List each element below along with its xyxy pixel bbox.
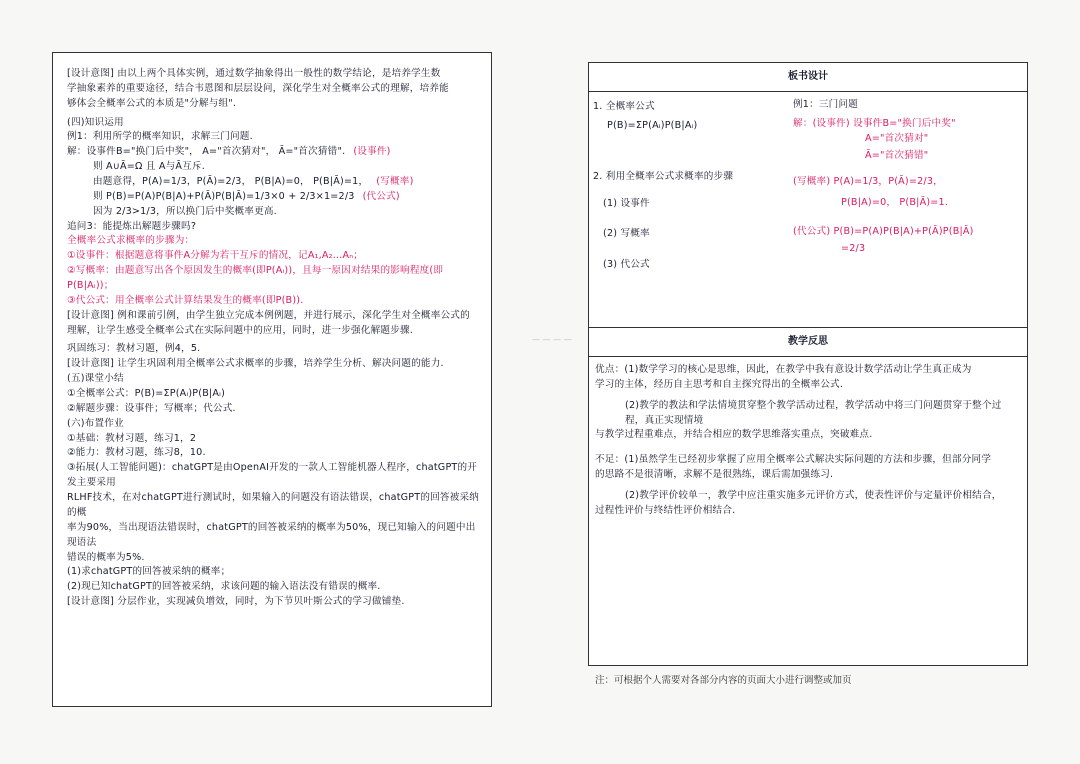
handwritten-line	[67, 82, 481, 97]
handwritten-line	[67, 249, 481, 264]
handwritten-line-text: 理解，让学生感受全概率公式在实际问题中的应用，同时，进一步强化解题步骤.	[67, 324, 414, 336]
handwritten-line	[67, 205, 481, 220]
board-right-item: Ā="首次猜错"	[865, 149, 929, 161]
handwritten-line-text: [设计意图] 由以上两个具体实例，通过数学抽象得出一般性的数学结论，是培养学生数	[67, 68, 441, 79]
handwritten-line-text: ①基础：教材习题，练习1，2	[67, 432, 197, 444]
reflection-line: 的思路不是很清晰，求解不是很熟练，课后需加强练习.	[595, 469, 834, 481]
board-right-item: 例1：三门问题	[793, 99, 859, 110]
handwritten-line	[67, 595, 481, 610]
handwritten-line-text: (1)求chatGPT的回答被采纳的概率；	[67, 566, 231, 578]
handwritten-line	[67, 551, 481, 566]
board-right-column	[793, 98, 1025, 257]
handwritten-line-text: 错误的概率为5%.	[67, 551, 145, 563]
handwritten-line-text: ①设事件：根据题意将事件A分解为若干互斥的情况，记A₁,A₂…Aₙ；	[67, 250, 364, 262]
handwritten-line	[67, 402, 481, 417]
board-left-item: (1) 设事件	[603, 197, 650, 209]
step-annotation: (代公式)	[362, 190, 400, 202]
handwritten-line-text: (四)知识运用	[67, 116, 124, 128]
handwritten-line	[67, 116, 481, 131]
handwritten-line-text: 学抽象素养的重要途径，结合韦恩图和层层设问，深化学生对全概率公式的理解，培养能	[67, 82, 449, 94]
handwritten-line	[67, 387, 481, 402]
handwritten-line	[67, 175, 481, 190]
board-right-item: (写概率) P(A)=1/3，P(Ā)=2/3，	[793, 176, 943, 188]
handwritten-line	[67, 97, 481, 112]
handwritten-line-text: 全概率公式求概率的步骤为：	[67, 235, 195, 247]
reflection-line: 与教学过程重难点，并结合相应的数学思维落实重点，突破难点.	[595, 429, 873, 441]
board-right-item: P(B|A)=0， P(B|Ā)=1.	[841, 197, 949, 209]
handwritten-line	[67, 461, 481, 491]
handwritten-line-text: 则 P(B)=P(A)P(B|A)+P(Ā)P(B|Ā)=1/3×0 + 2/3×1=2/3	[93, 190, 355, 202]
handwritten-line	[67, 357, 481, 372]
handwritten-line-text: 由题意得，P(A)=1/3，P(Ā)=2/3， P(B|A)=0， P(B|Ā)=1，	[93, 176, 369, 188]
board-right-item: A="首次猜对"	[865, 132, 929, 144]
handwritten-line-text: [设计意图] 分层作业，实现减负增效，同时，为下节贝叶斯公式的学习做铺垫.	[67, 596, 405, 608]
handwritten-line-text: ②写概率：由题意写出各个原因发生的概率(即P(Aᵢ))，且每一原因对结果的影响程度(即P(B|Aᵢ))；	[67, 265, 444, 292]
handwritten-line	[67, 324, 481, 339]
board-left-item: (2) 写概率	[603, 228, 650, 240]
handwritten-line	[67, 145, 481, 160]
handwritten-line-text: 够体会全概率公式的本质是"分解与组".	[67, 97, 237, 109]
handwritten-line-text: (六)布置作业	[67, 417, 124, 429]
board-left-item: (3) 代公式	[603, 259, 650, 271]
handwritten-line	[67, 264, 481, 294]
handwritten-line	[67, 342, 481, 357]
reflection-line: (2)教学评价较单一，教学中应注重实施多元评价方式，使表性评价与定量评价相结合，	[625, 490, 1002, 502]
handwritten-line	[67, 130, 481, 145]
handwritten-line	[67, 160, 481, 175]
board-right-item: =2/3	[841, 243, 866, 255]
reflection-line: 优点：(1)数学学习的核心是思维，因此，在教学中我有意设计数学活动让学生真正成为	[595, 364, 972, 375]
handwritten-line-text: 例1：利用所学的概率知识，求解三门问题.	[67, 131, 253, 143]
board-right-item: 解：(设事件) 设事件B="换门后中奖"	[793, 117, 956, 129]
right-page	[588, 62, 1028, 666]
handwritten-line	[67, 67, 481, 82]
scan-artifact: — — — —	[532, 335, 572, 344]
reflection-line: (2)教学的教法和学法情境贯穿整个教学活动过程，教学活动中将三门问题贯穿于整个过程，真正实现情境	[625, 399, 1002, 426]
handwritten-line	[67, 234, 481, 249]
handwritten-line-text: 巩固练习：教材习题，例4，5.	[67, 343, 201, 355]
teaching-reflection-body	[589, 357, 1027, 519]
handwritten-line-text: 率为90%，当出现语法错误时，chatGPT的回答被采纳的概率为50%，现已知输入的问题中出现语法	[67, 521, 476, 548]
handwritten-line	[67, 417, 481, 432]
handwritten-line	[67, 190, 481, 205]
reflection-line: 不足：(1)虽然学生已经初步掌握了应用全概率公式解决实际问题的方法和步骤，但部分同学	[595, 454, 992, 466]
page-footnote: 注：可根据个人需要对各部分内容的页面大小进行调整或加页	[595, 675, 852, 686]
handwritten-line-text: ①全概率公式：P(B)=ΣP(Aᵢ)P(B|Aᵢ)	[67, 388, 226, 400]
board-design-title: 板书设计	[589, 63, 1027, 92]
handwritten-line	[67, 220, 481, 235]
handwritten-line-text: RLHF技术，在对chatGPT进行测试时，如果输入的问题没有语法错误，chatGPT的回答被采纳的概	[67, 492, 480, 518]
handwritten-line	[67, 565, 481, 580]
left-handwritten-content	[67, 67, 481, 610]
handwritten-line	[67, 432, 481, 447]
handwritten-line	[67, 372, 481, 387]
left-page	[52, 52, 492, 707]
handwritten-line-text: ②解题步骤：设事件；写概率；代公式.	[67, 402, 236, 414]
board-left-item: 1. 全概率公式	[593, 101, 655, 112]
handwritten-line-text: ②能力：教材习题，练习8，10.	[67, 447, 206, 459]
handwritten-line-text: [设计意图] 例和课前引例，由学生独立完成本例例题，并进行展示，深化学生对全概率公式的	[67, 309, 470, 321]
board-left-column	[593, 100, 783, 273]
handwritten-line-text: ③代公式：用全概率公式计算结果发生的概率(即P(B)).	[67, 294, 304, 306]
handwritten-line	[67, 309, 481, 324]
handwritten-line	[67, 491, 481, 521]
handwritten-line-text: ③拓展(人工智能问题)：chatGPT是由OpenAI开发的一款人工智能机器人程序，chatGPT的开发主要采用	[67, 462, 478, 489]
board-left-item: P(B)=ΣP(Aᵢ)P(B|Aᵢ)	[607, 119, 698, 131]
step-annotation: (设事件)	[353, 146, 391, 158]
handwritten-line-text: (五)课堂小结	[67, 373, 124, 385]
handwritten-line-text: 因为 2/3>1/3，所以换门后中奖概率更高.	[93, 205, 277, 217]
step-annotation: (写概率)	[376, 176, 414, 188]
handwritten-line	[67, 446, 481, 461]
reflection-line: 学习的主体，经历自主思考和自主探究得出的全概率公式.	[595, 378, 844, 390]
board-right-item: (代公式) P(B)=P(A)P(B|A)+P(Ā)P(B|Ā)	[793, 226, 974, 238]
teaching-reflection-title: 教学反思	[589, 328, 1027, 357]
handwritten-line	[67, 580, 481, 595]
board-design-body	[589, 92, 1027, 328]
handwritten-line-text: 则 A∪Ā=Ω 且 A与Ā互斥.	[93, 161, 206, 173]
handwritten-line-text: 追问3：能提炼出解题步骤吗?	[67, 220, 197, 232]
handwritten-line-text: (2)现已知chatGPT的回答被采纳，求该问题的输入语法没有错误的概率.	[67, 581, 381, 593]
handwritten-line	[67, 294, 481, 309]
board-left-item: 2. 利用全概率公式求概率的步骤	[593, 170, 734, 182]
handwritten-line-text: [设计意图] 让学生巩固利用全概率公式求概率的步骤，培养学生分析、解决问题的能力.	[67, 358, 444, 370]
handwritten-line	[67, 521, 481, 551]
reflection-line: 过程性评价与终结性评价相结合.	[595, 504, 736, 516]
handwritten-line-text: 解：设事件B="换门后中奖"， A="首次猜对"， Ā="首次猜错".	[67, 146, 346, 158]
